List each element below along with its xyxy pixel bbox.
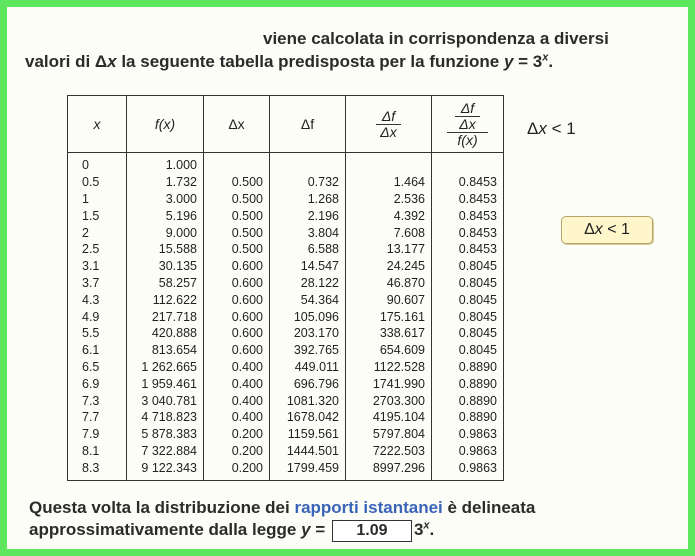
table-row [68, 191, 504, 208]
table-row [68, 375, 504, 392]
cell-ratio: 4195.104 [346, 409, 432, 426]
header-fx: f(x) [127, 96, 204, 153]
cell-quotient: 0.9863 [432, 426, 504, 443]
cell-x: 1 [68, 191, 127, 208]
cell-df: 1159.561 [270, 426, 346, 443]
cell-quotient: 0.8045 [432, 275, 504, 292]
cell-ratio: 8997.296 [346, 459, 432, 480]
cell-fx: 1.732 [127, 174, 204, 191]
table-row [68, 409, 504, 426]
cell-quotient: 0.8453 [432, 224, 504, 241]
cell-dx: 0.400 [204, 392, 270, 409]
cell-df: 696.796 [270, 375, 346, 392]
cell-x: 8.3 [68, 459, 127, 480]
cell-x: 6.5 [68, 359, 127, 376]
cell-x: 2.5 [68, 241, 127, 258]
cell-x: 7.9 [68, 426, 127, 443]
table-row [68, 443, 504, 460]
cell-quotient: 0.8890 [432, 359, 504, 376]
table-row [68, 241, 504, 258]
cell-fx: 1 262.665 [127, 359, 204, 376]
cell-quotient [432, 153, 504, 174]
table-header-row [68, 96, 504, 153]
header-x: x [68, 96, 127, 153]
delta-x-button[interactable]: Δx < 1 [561, 216, 653, 244]
cell-df: 1444.501 [270, 443, 346, 460]
cell-ratio: 1.464 [346, 174, 432, 191]
cell-quotient: 0.8045 [432, 291, 504, 308]
cell-fx: 4 718.823 [127, 409, 204, 426]
cell-x: 2 [68, 224, 127, 241]
cell-dx: 0.200 [204, 459, 270, 480]
cell-fx: 5 878.383 [127, 426, 204, 443]
cell-fx: 30.135 [127, 258, 204, 275]
cell-df: 449.011 [270, 359, 346, 376]
cell-df: 2.196 [270, 207, 346, 224]
table-row [68, 174, 504, 191]
cell-dx: 0.200 [204, 426, 270, 443]
values-table [67, 95, 504, 481]
conclusion-text [29, 497, 535, 542]
cell-df: 203.170 [270, 325, 346, 342]
table-row [68, 325, 504, 342]
cell-dx: 0.400 [204, 375, 270, 392]
cell-fx: 1 959.461 [127, 375, 204, 392]
cell-dx: 0.500 [204, 191, 270, 208]
cell-fx: 9.000 [127, 224, 204, 241]
cell-ratio: 175.161 [346, 308, 432, 325]
cell-quotient: 0.8890 [432, 375, 504, 392]
cell-quotient: 0.8890 [432, 409, 504, 426]
cell-x: 4.3 [68, 291, 127, 308]
cell-dx: 0.500 [204, 174, 270, 191]
cell-x: 5.5 [68, 325, 127, 342]
cell-quotient: 0.8045 [432, 325, 504, 342]
cell-ratio: 654.609 [346, 342, 432, 359]
link-rapporti-istantanei[interactable]: rapporti istantanei [294, 498, 443, 517]
cell-fx: 217.718 [127, 308, 204, 325]
cell-dx: 0.600 [204, 342, 270, 359]
cell-dx: 0.600 [204, 325, 270, 342]
conclusion-line-2: approssimativamente dalla legge y = 1.09 3$^x$. [29, 519, 535, 542]
delta-x-label: Δx < 1 [527, 119, 576, 138]
cell-quotient: 0.8453 [432, 241, 504, 258]
cell-ratio: 5797.804 [346, 426, 432, 443]
cell-fx: 112.622 [127, 291, 204, 308]
cell-fx: 58.257 [127, 275, 204, 292]
table-row [68, 459, 504, 480]
cell-quotient: 0.8453 [432, 174, 504, 191]
cell-x: 0 [68, 153, 127, 174]
cell-ratio: 4.392 [346, 207, 432, 224]
cell-fx: 5.196 [127, 207, 204, 224]
cell-dx: 0.200 [204, 443, 270, 460]
cell-fx: 9 122.343 [127, 459, 204, 480]
cell-dx [204, 153, 270, 174]
intro-text [25, 27, 665, 73]
table-row [68, 426, 504, 443]
cell-fx: 7 322.884 [127, 443, 204, 460]
cell-dx: 0.600 [204, 275, 270, 292]
cell-fx: 813.654 [127, 342, 204, 359]
cell-df: 1081.320 [270, 392, 346, 409]
cell-ratio: 1122.528 [346, 359, 432, 376]
header-quotient: Δf Δx f(x) [432, 96, 504, 153]
table-row [68, 291, 504, 308]
cell-df: 1799.459 [270, 459, 346, 480]
cell-dx: 0.600 [204, 258, 270, 275]
header-df: Δf [270, 96, 346, 153]
cell-df: 105.096 [270, 308, 346, 325]
cell-df: 0.732 [270, 174, 346, 191]
cell-df: 1.268 [270, 191, 346, 208]
cell-x: 3.1 [68, 258, 127, 275]
cell-ratio: 7222.503 [346, 443, 432, 460]
header-ratio: $\frac{\Delta f}{\Delta x}$ [346, 96, 432, 153]
cell-dx: 0.400 [204, 359, 270, 376]
cell-df: 28.122 [270, 275, 346, 292]
cell-ratio: 2703.300 [346, 392, 432, 409]
cell-x: 7.3 [68, 392, 127, 409]
cell-df [270, 153, 346, 174]
cell-x: 1.5 [68, 207, 127, 224]
table-body [68, 153, 504, 481]
cell-x: 7.7 [68, 409, 127, 426]
cell-df: 1678.042 [270, 409, 346, 426]
table-row [68, 153, 504, 174]
table-row [68, 342, 504, 359]
cell-quotient: 0.8045 [432, 258, 504, 275]
conclusion-line-1: Questa volta la distribuzione dei rapporti istantanei è delineata [29, 498, 536, 517]
answer-field[interactable]: 1.09 [332, 520, 412, 542]
cell-dx: 0.400 [204, 409, 270, 426]
cell-x: 3.7 [68, 275, 127, 292]
cell-dx: 0.500 [204, 241, 270, 258]
cell-df: 54.364 [270, 291, 346, 308]
cell-fx: 1.000 [127, 153, 204, 174]
cell-ratio: 13.177 [346, 241, 432, 258]
cell-quotient: 0.9863 [432, 443, 504, 460]
cell-x: 4.9 [68, 308, 127, 325]
cell-quotient: 0.9863 [432, 459, 504, 480]
cell-quotient: 0.8453 [432, 207, 504, 224]
cell-quotient: 0.8453 [432, 191, 504, 208]
header-dx: Δx [204, 96, 270, 153]
table-row [68, 275, 504, 292]
cell-df: 6.588 [270, 241, 346, 258]
cell-ratio: 2.536 [346, 191, 432, 208]
cell-df: 3.804 [270, 224, 346, 241]
cell-ratio: 24.245 [346, 258, 432, 275]
cell-ratio [346, 153, 432, 174]
table-row [68, 359, 504, 376]
cell-dx: 0.500 [204, 207, 270, 224]
table-row [68, 207, 504, 224]
cell-fx: 3.000 [127, 191, 204, 208]
cell-ratio: 46.870 [346, 275, 432, 292]
cell-ratio: 1741.990 [346, 375, 432, 392]
cell-quotient: 0.8045 [432, 308, 504, 325]
cell-x: 6.9 [68, 375, 127, 392]
cell-quotient: 0.8890 [432, 392, 504, 409]
cell-ratio: 90.607 [346, 291, 432, 308]
table-row [68, 258, 504, 275]
intro-line-1: viene calcolata in corrispondenza a diversi [263, 29, 609, 48]
cell-fx: 15.588 [127, 241, 204, 258]
cell-x: 8.1 [68, 443, 127, 460]
cell-ratio: 338.617 [346, 325, 432, 342]
cell-df: 392.765 [270, 342, 346, 359]
cell-dx: 0.600 [204, 291, 270, 308]
table-row [68, 308, 504, 325]
intro-line-2: valori di Δx la seguente tabella predisposta per la funzione $y = 3^x$. [25, 51, 554, 71]
cell-ratio: 7.608 [346, 224, 432, 241]
cell-dx: 0.600 [204, 308, 270, 325]
cell-df: 14.547 [270, 258, 346, 275]
table-row [68, 224, 504, 241]
cell-x: 6.1 [68, 342, 127, 359]
cell-x: 0.5 [68, 174, 127, 191]
cell-quotient: 0.8045 [432, 342, 504, 359]
cell-fx: 420.888 [127, 325, 204, 342]
cell-fx: 3 040.781 [127, 392, 204, 409]
table-row [68, 392, 504, 409]
cell-dx: 0.500 [204, 224, 270, 241]
